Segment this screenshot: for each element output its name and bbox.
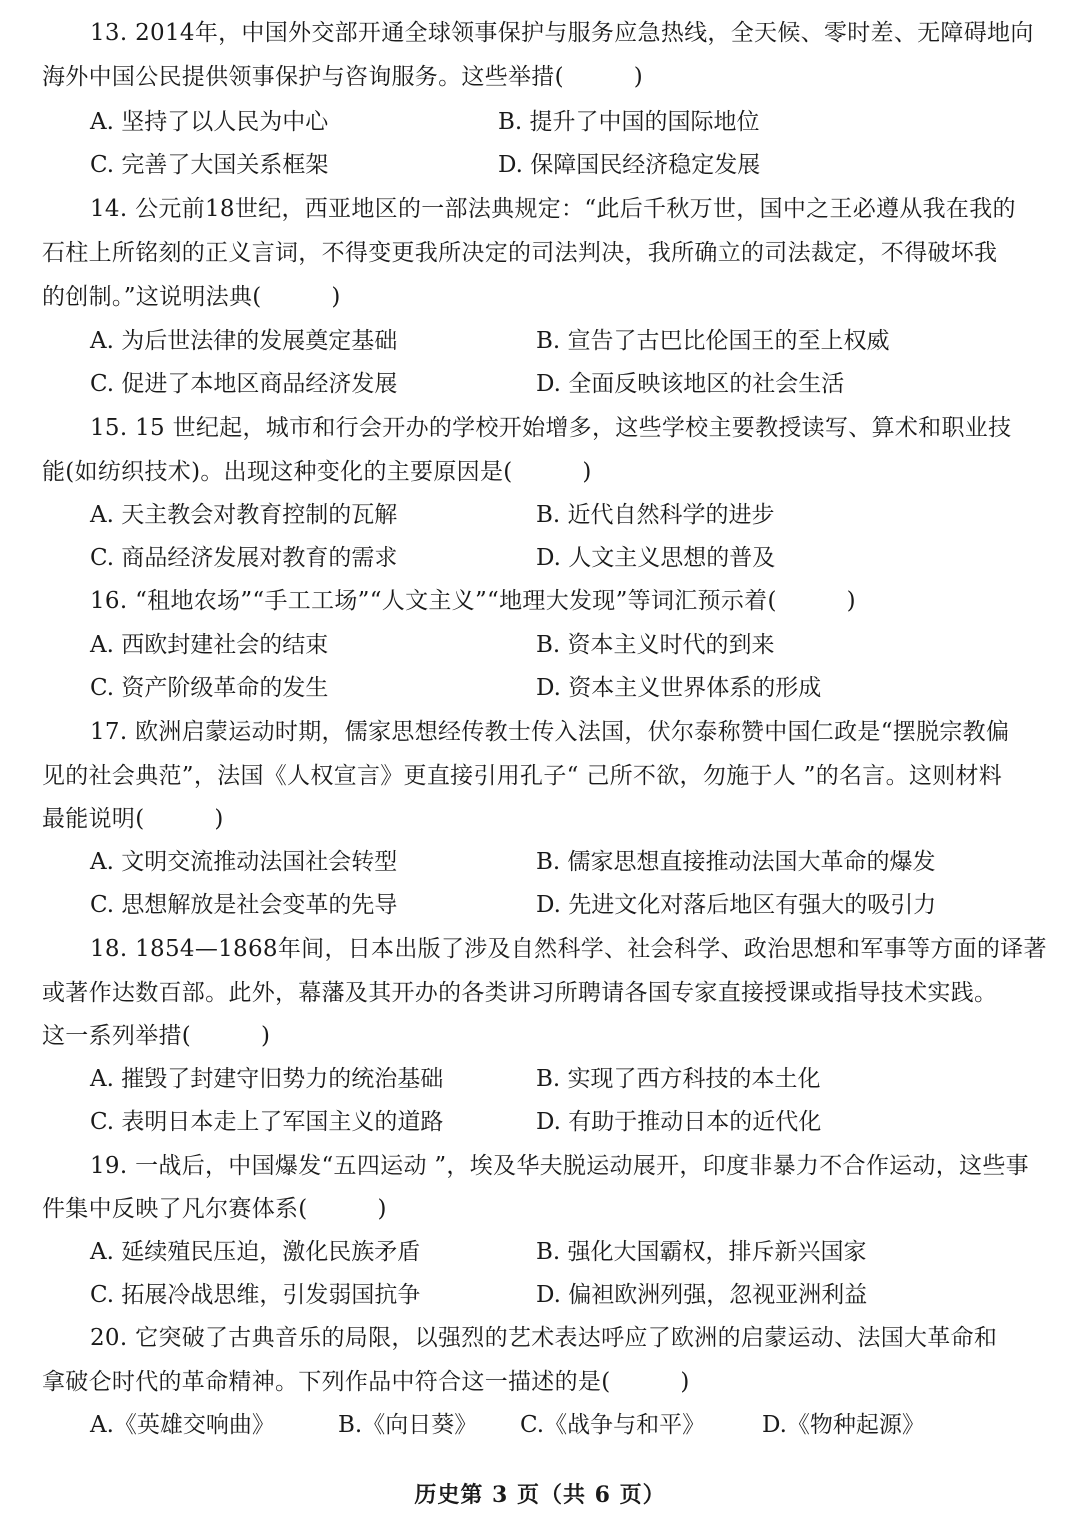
question-15-line-2: 能(如纺织技术)。出现这种变化的主要原因是( ) — [42, 459, 592, 485]
question-20-option-d: D.《物种起源》 — [762, 1412, 925, 1438]
question-15-line-1: 15. 15 世纪起，城市和行会开办的学校开始增多，这些学校主要教授读写、算术和职业技 — [90, 415, 1012, 441]
question-20-line-1: 20. 它突破了古典音乐的局限，以强烈的艺术表达呼应了欧洲的启蒙运动、法国大革命和 — [90, 1325, 998, 1351]
page-footer: 历史第 3 页（共 6 页） — [414, 1482, 666, 1508]
question-14-option-a: A. 为后世法律的发展奠定基础 — [90, 328, 398, 354]
question-13-line-1: 13. 2014年，中国外交部开通全球领事保护与服务应急热线，全天候、零时差、无障碍地向 — [90, 20, 1034, 46]
question-15-option-b: B. 近代自然科学的进步 — [536, 502, 775, 528]
question-17-line-2: 见的社会典范”，法国《人权宣言》更直接引用孔子“ 己所不欲，勿施于人 ”的名言。这则材料 — [42, 763, 1003, 789]
question-17-option-d: D. 先进文化对落后地区有强大的吸引力 — [536, 892, 937, 918]
question-13-line-2: 海外中国公民提供领事保护与咨询服务。这些举措( ) — [42, 64, 644, 90]
question-19-line-1: 19. 一战后，中国爆发“五四运动 ”，埃及华夫脱运动展开，印度非暴力不合作运动，这些事 — [90, 1153, 1029, 1179]
question-15-option-a: A. 天主教会对教育控制的瓦解 — [90, 502, 398, 528]
question-19-option-a: A. 延续殖民压迫，激化民族矛盾 — [90, 1239, 421, 1265]
question-18-option-d: D. 有助于推动日本的近代化 — [536, 1109, 822, 1135]
question-18-option-c: C. 表明日本走上了军国主义的道路 — [90, 1109, 444, 1135]
question-13-option-d: D. 保障国民经济稳定发展 — [498, 152, 761, 178]
question-17-option-b: B. 儒家思想直接推动法国大革命的爆发 — [536, 849, 936, 875]
question-17-option-a: A. 文明交流推动法国社会转型 — [90, 849, 398, 875]
question-17-option-c: C. 思想解放是社会变革的先导 — [90, 892, 398, 918]
question-19-option-b: B. 强化大国霸权，排斥新兴国家 — [536, 1239, 867, 1265]
question-18-line-3: 这一系列举措( ) — [42, 1023, 271, 1049]
question-16-option-a: A. 西欧封建社会的结束 — [90, 632, 329, 658]
question-20-option-a: A.《英雄交响曲》 — [90, 1412, 275, 1438]
question-19-option-d: D. 偏袒欧洲列强，忽视亚洲利益 — [536, 1282, 868, 1308]
question-14-option-d: D. 全面反映该地区的社会生活 — [536, 371, 845, 397]
question-17-line-3: 最能说明( ) — [42, 806, 224, 832]
question-15-option-d: D. 人文主义思想的普及 — [536, 545, 776, 571]
question-14-option-c: C. 促进了本地区商品经济发展 — [90, 371, 398, 397]
question-14-line-2: 石柱上所铭刻的正义言词，不得变更我所决定的司法判决，我所确立的司法裁定，不得破坏我 — [42, 240, 998, 266]
question-16-line-1: 16. “租地农场”“手工工场”“人文主义”“地理大发现”等词汇预示着( ) — [90, 588, 856, 614]
question-13-option-b: B. 提升了中国的国际地位 — [498, 109, 760, 135]
question-18-line-1: 18. 1854—1868年间，日本出版了涉及自然科学、社会科学、政治思想和军事等方面的译著 — [90, 936, 1047, 962]
question-18-option-b: B. 实现了西方科技的本土化 — [536, 1066, 821, 1092]
question-14-line-3: 的创制。”这说明法典( ) — [42, 284, 341, 310]
question-19-option-c: C. 拓展冷战思维，引发弱国抗争 — [90, 1282, 421, 1308]
question-16-option-c: C. 资产阶级革命的发生 — [90, 675, 329, 701]
question-19-line-2: 件集中反映了凡尔赛体系( ) — [42, 1196, 387, 1222]
question-18-option-a: A. 摧毁了封建守旧势力的统治基础 — [90, 1066, 444, 1092]
question-13-option-c: C. 完善了大国关系框架 — [90, 152, 329, 178]
question-17-line-1: 17. 欧洲启蒙运动时期，儒家思想经传教士传入法国，伏尔泰称赞中国仁政是“摆脱宗教偏 — [90, 719, 1010, 745]
question-20-option-b: B.《向日葵》 — [338, 1412, 478, 1438]
question-14-option-b: B. 宣告了古巴比伦国王的至上权威 — [536, 328, 890, 354]
question-20-option-c: C.《战争与和平》 — [520, 1412, 706, 1438]
question-14-line-1: 14. 公元前18世纪，西亚地区的一部法典规定：“此后千秋万世，国中之王必遵从我在我的 — [90, 196, 1016, 222]
question-16-option-d: D. 资本主义世界体系的形成 — [536, 675, 822, 701]
question-20-line-2: 拿破仑时代的革命精神。下列作品中符合这一描述的是( ) — [42, 1369, 690, 1395]
question-18-line-2: 或著作达数百部。此外，幕藩及其开办的各类讲习所聘请各国专家直接授课或指导技术实践。 — [42, 980, 998, 1006]
question-16-option-b: B. 资本主义时代的到来 — [536, 632, 775, 658]
question-15-option-c: C. 商品经济发展对教育的需求 — [90, 545, 398, 571]
question-13-option-a: A. 坚持了以人民为中心 — [90, 109, 329, 135]
